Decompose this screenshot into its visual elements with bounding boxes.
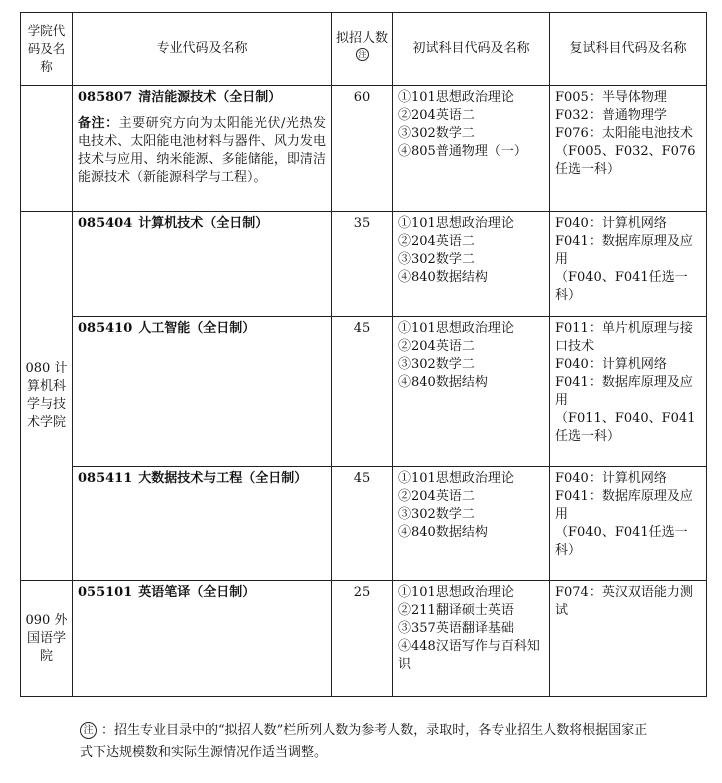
- exam-subject: ②204英语二: [398, 489, 475, 504]
- major-code: 055101: [78, 585, 133, 600]
- admissions-catalog-table: [20, 12, 707, 697]
- exam-subject: F074：英汉双语能力测试: [555, 585, 693, 618]
- major-cell: [73, 317, 332, 467]
- exam-subject: F041：数据库原理及应用: [555, 375, 693, 408]
- exam-subject: F040：计算机网络: [555, 357, 667, 372]
- table-header-row: [21, 13, 707, 86]
- major-title: [78, 320, 326, 338]
- table-row: [21, 212, 707, 317]
- major-cell: [73, 467, 332, 581]
- re-exam-cell: [550, 581, 707, 697]
- exam-subject: （F040、F041任选一科）: [555, 270, 688, 303]
- major-title: [78, 584, 326, 602]
- header-initial-exam: 初试科目代码及名称: [393, 13, 550, 86]
- exam-subject: F040：计算机网络: [555, 471, 667, 486]
- exam-subject: ①101思想政治理论: [398, 471, 514, 486]
- major-code: 085404: [78, 216, 133, 231]
- table-row: [21, 581, 707, 697]
- exam-subject: ④840数据结构: [398, 270, 488, 285]
- exam-subject: ②204英语二: [398, 108, 475, 123]
- exam-subject: ②204英语二: [398, 234, 475, 249]
- exam-subject: （F011、F040、F041任选一科）: [555, 411, 696, 444]
- footnote: [80, 720, 660, 764]
- major-name: 人工智能（全日制）: [138, 321, 256, 336]
- initial-exam-cell: [393, 467, 550, 581]
- quota-cell: 35: [332, 212, 393, 317]
- header-quota-label: 拟招人数: [335, 30, 388, 46]
- major-name: 清洁能源技术（全日制）: [138, 90, 282, 105]
- exam-subject: ③302数学二: [398, 357, 475, 372]
- re-exam-cell: [550, 467, 707, 581]
- initial-exam-cell: [393, 317, 550, 467]
- note-label: 备注：: [78, 116, 119, 131]
- note-mark-icon: 注: [356, 48, 369, 61]
- major-name: 大数据技术与工程（全日制）: [138, 471, 308, 486]
- major-name: 英语笔译（全日制）: [138, 585, 256, 600]
- college-cell: 090 外国语学院: [21, 581, 73, 697]
- major-code: 085410: [78, 321, 133, 336]
- exam-subject: ③302数学二: [398, 126, 475, 141]
- major-code: 085807: [78, 90, 133, 105]
- exam-subject: F011：单片机原理与接口技术: [555, 321, 693, 354]
- exam-subject: F041：数据库原理及应用: [555, 234, 693, 267]
- exam-subject: F076：太阳能电池技术: [555, 126, 693, 141]
- exam-subject: ①101思想政治理论: [398, 321, 514, 336]
- exam-subject: ①101思想政治理论: [398, 216, 514, 231]
- initial-exam-cell: [393, 581, 550, 697]
- exam-subject: F005：半导体物理: [555, 90, 667, 105]
- table-row: [21, 317, 707, 467]
- exam-subject: ④448汉语写作与百科知识: [398, 639, 540, 672]
- quota-cell: 60: [332, 86, 393, 212]
- major-title: [78, 215, 326, 233]
- exam-subject: F041：数据库原理及应用: [555, 489, 693, 522]
- exam-subject: ③357英语翻译基础: [398, 621, 514, 636]
- major-cell: [73, 212, 332, 317]
- footnote-text: ：招生专业目录中的“拟招人数”栏所列人数为参考人数，录取时，各专业招生人数将根据国家正式下达规模数和实际生源情况作适当调整。: [80, 723, 648, 760]
- header-college: 学院代码及名称: [21, 13, 73, 86]
- major-note: [78, 115, 326, 187]
- major-title: [78, 470, 326, 488]
- note-mark-icon: 注: [80, 722, 97, 739]
- major-cell: [73, 86, 332, 212]
- re-exam-cell: [550, 86, 707, 212]
- note-text: 主要研究方向为太阳能光伏/光热发电技术、太阳能电池材料与器件、风力发电技术与应用、纳米能源、多能储能，即清洁能源技术（新能源科学与工程）。: [78, 116, 326, 185]
- exam-subject: F032：普通物理学: [555, 108, 667, 123]
- college-cell: [21, 86, 73, 212]
- exam-subject: ②211翻译硕士英语: [398, 603, 514, 618]
- exam-subject: （F040、F041任选一科）: [555, 525, 688, 558]
- exam-subject: （F005、F032、F076任选一科）: [555, 144, 696, 177]
- re-exam-cell: [550, 317, 707, 467]
- exam-subject: ①101思想政治理论: [398, 90, 514, 105]
- initial-exam-cell: [393, 212, 550, 317]
- header-quota: [332, 13, 393, 86]
- initial-exam-cell: [393, 86, 550, 212]
- major-cell: [73, 581, 332, 697]
- quota-cell: 45: [332, 317, 393, 467]
- exam-subject: ③302数学二: [398, 507, 475, 522]
- exam-subject: ④840数据结构: [398, 525, 488, 540]
- exam-subject: F040：计算机网络: [555, 216, 667, 231]
- exam-subject: ④805普通物理（一）: [398, 144, 527, 159]
- table-row: [21, 86, 707, 212]
- major-code: 085411: [78, 471, 133, 486]
- exam-subject: ②204英语二: [398, 339, 475, 354]
- exam-subject: ①101思想政治理论: [398, 585, 514, 600]
- major-name: 计算机技术（全日制）: [138, 216, 269, 231]
- quota-cell: 25: [332, 581, 393, 697]
- header-major: 专业代码及名称: [73, 13, 332, 86]
- exam-subject: ④840数据结构: [398, 375, 488, 390]
- major-title: [78, 89, 326, 107]
- table-row: [21, 467, 707, 581]
- exam-subject: ③302数学二: [398, 252, 475, 267]
- college-cell: 080 计算机科学与技术学院: [21, 212, 73, 581]
- header-re-exam: 复试科目代码及名称: [550, 13, 707, 86]
- quota-cell: 45: [332, 467, 393, 581]
- re-exam-cell: [550, 212, 707, 317]
